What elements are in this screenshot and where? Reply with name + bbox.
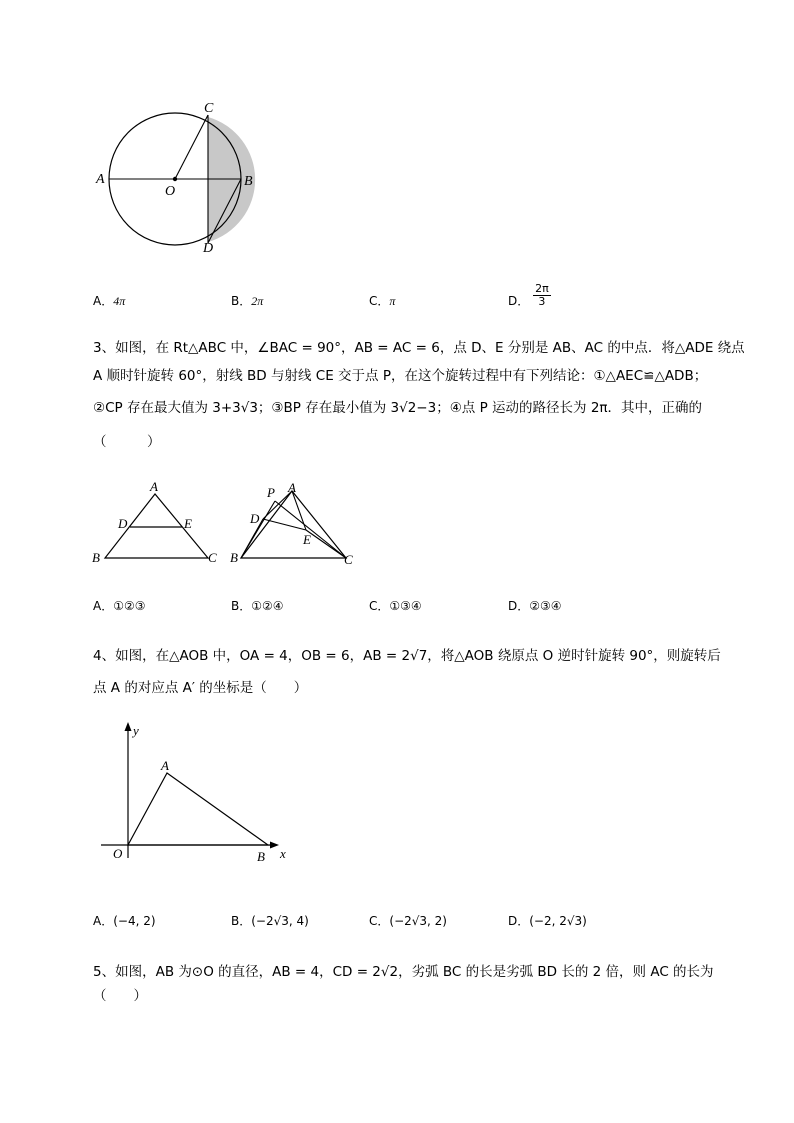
q2-radius-oc [175,115,208,179]
q4-label-a: A [161,758,169,773]
q4-line-2: 点 A 的对应点 A′ 的坐标是（ ） [93,680,308,696]
q3-option-c[interactable]: C．①③④ [369,599,422,613]
q3-f2-seg-ae [292,491,306,530]
q4-option-d[interactable]: D．(−2, 2√3) [508,914,587,928]
q3-f1-label-a: A [150,479,158,494]
q3-option-b[interactable]: B．①②④ [231,599,284,613]
q4-option-c[interactable]: C．(−2√3, 2) [369,914,447,928]
q2-label-c: C [204,101,214,116]
q3-line-3: ②CP 存在最大值为 3+3√3；③BP 存在最小值为 3√2−3；④点 P 运动的路径长为 2π．其中，正确的 [93,400,703,416]
q3-option-a[interactable]: A．①②③ [93,599,146,613]
q3-triangle-figure [88,478,228,568]
q2-option-c[interactable]: C．π [369,294,396,308]
q3-line-2: A 顺时针旋转 60°，射线 BD 与射线 CE 交于点 P，在这个旋转过程中有下列结论：①△AEC≌△ADB； [93,368,708,384]
q2-label-d: D [203,241,214,256]
q3-f2-label-d: D [250,511,260,526]
q2-center-dot [173,177,177,181]
q3-f1-label-c: C [208,550,217,565]
q4-option-b[interactable]: B．(−2√3, 4) [231,914,309,928]
q3-f1-label-d: D [118,516,128,531]
q4-x-arrow [270,842,279,849]
q4-label-o: O [113,846,123,861]
q3-f2-label-b: B [230,550,238,565]
q2-circle-figure [88,100,268,260]
q2-label-b: B [244,174,253,189]
q2-label-a: A [96,172,105,187]
q3-rotation-figure [226,478,366,570]
q4-line-1: 4、如图，在△AOB 中，OA = 4，OB = 6，AB = 2√7，将△AOB 绕原点 O 逆时针旋转 90°，则旋转后 [93,648,721,664]
q4-label-y: y [133,723,139,738]
q5-line-1: 5、如图，AB 为⊙O 的直径，AB = 4，CD = 2√2，劣弧 BC 的长是劣弧 BD 长的 2 倍，则 AC 的长为 [93,964,714,980]
q4-y-arrow [125,722,132,731]
q3-f1-label-b: B [92,550,100,565]
q2-label-o: O [165,184,176,199]
q3-f2-label-p: P [267,485,275,500]
q5-line-2: （ ） [93,988,147,1004]
q2-option-b[interactable]: B．2π [231,294,264,308]
q3-f2-label-c: C [344,552,353,567]
q2-option-d-fraction: $\frac{2\pi}{3}$ [535,282,549,308]
q4-label-x: x [280,846,286,861]
q3-f2-seg-ec [306,530,346,558]
q2-option-d[interactable]: D． $\frac{2\pi}{3}$ [508,282,549,308]
q4-option-a[interactable]: A．(−4, 2) [93,914,156,928]
q3-option-d[interactable]: D．②③④ [508,599,562,613]
q4-triangle-aob [128,773,268,845]
q2-option-a[interactable]: A．4π [93,294,126,308]
q3-line-1: 3、如图，在 Rt△ABC 中，∠BAC = 90°，AB = AC = 6，点 D、E 分别是 AB、AC 的中点．将△ADE 绕点 [93,340,745,356]
q3-f2-ray-cp [275,501,346,558]
q4-label-b: B [257,849,265,864]
q3-f2-label-e: E [303,532,311,547]
q3-line-4: （ ） [93,434,161,450]
q4-coordinate-figure [96,718,296,868]
q3-f2-label-a: A [288,480,296,495]
q3-f1-label-e: E [184,516,192,531]
